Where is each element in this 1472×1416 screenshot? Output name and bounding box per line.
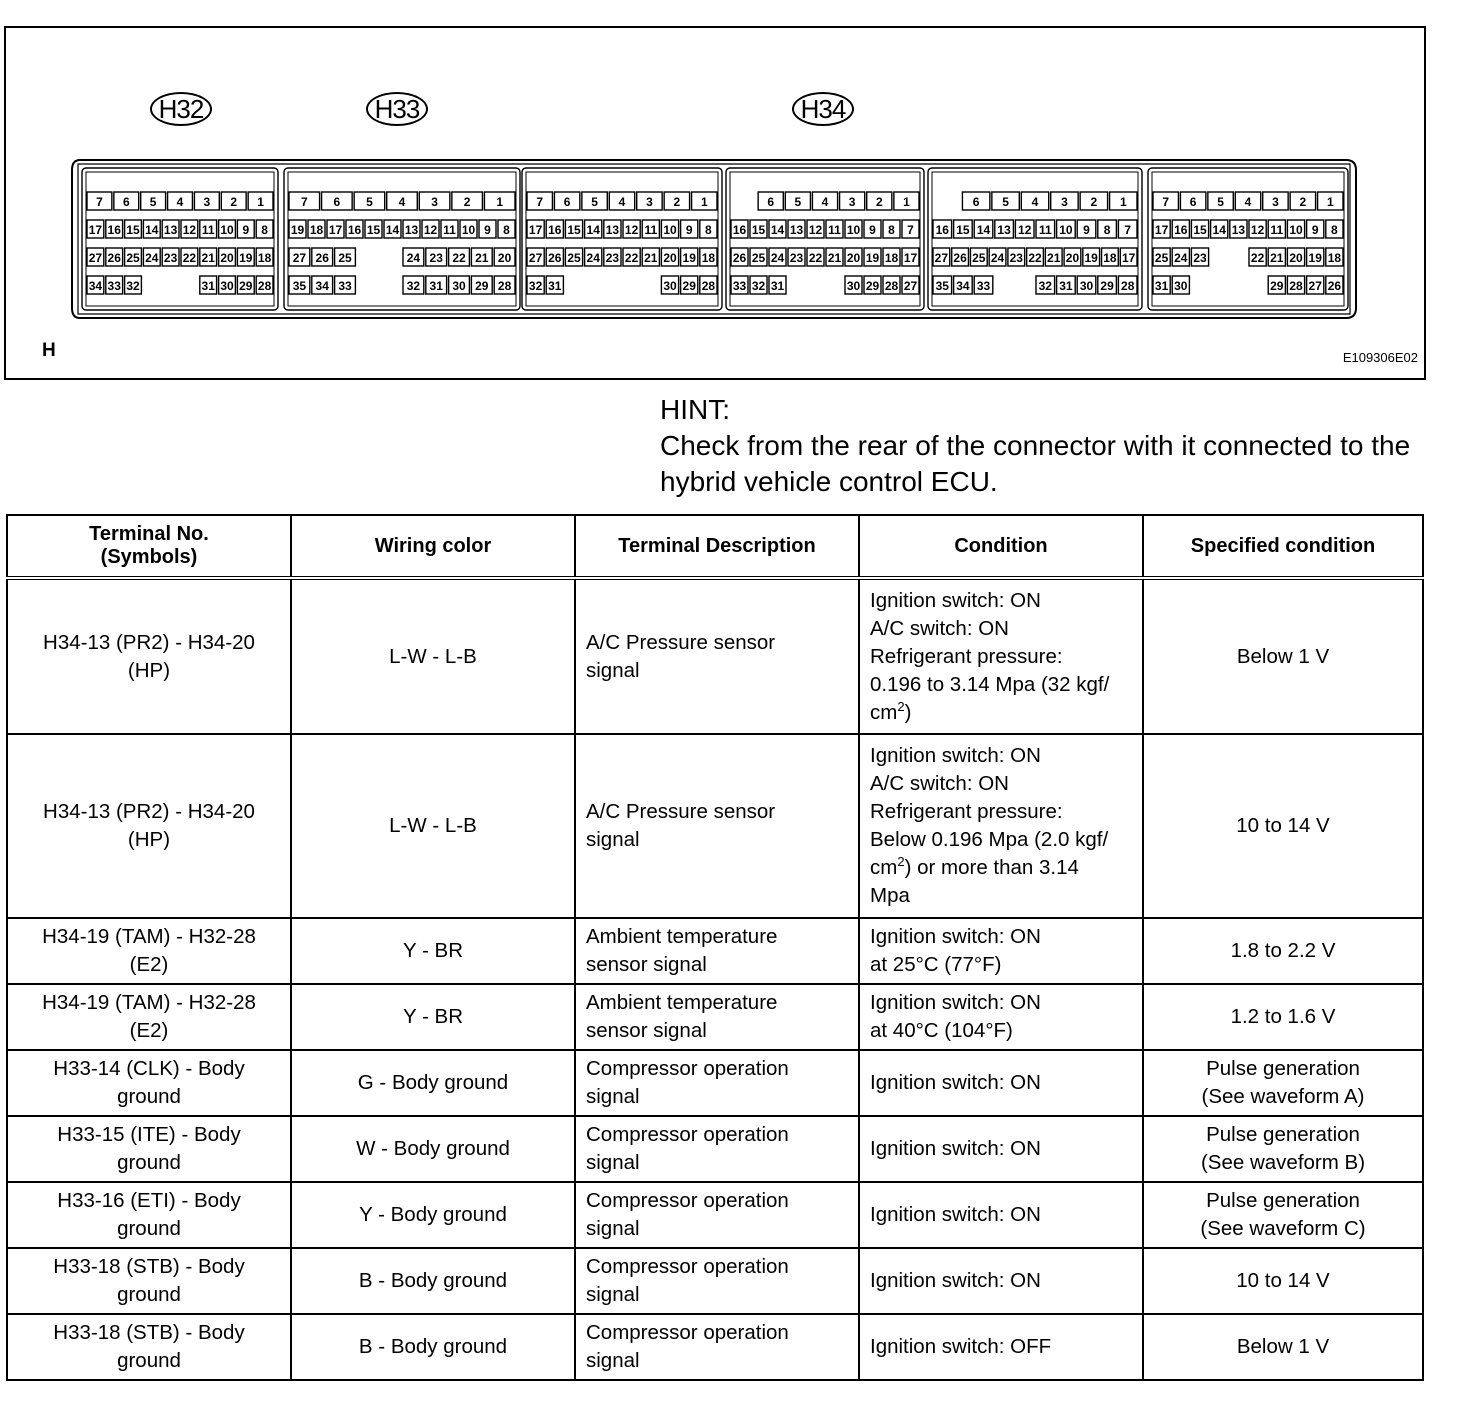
terminal-cell: H33-15 (ITE) - Body ground [7, 1116, 291, 1182]
terminal-number: 15 [366, 223, 381, 237]
description-cell: Compressor operation signal [575, 1248, 859, 1314]
terminal-cell: H33-18 (STB) - Body ground [7, 1314, 291, 1380]
terminal-number: 26 [732, 251, 747, 265]
terminal-number: 15 [751, 223, 766, 237]
terminal-number: 8 [1331, 223, 1338, 237]
terminal-number: 5 [1002, 195, 1009, 209]
terminal-number: 14 [586, 223, 600, 237]
terminal-number: 21 [644, 251, 658, 265]
condition-line: ) or more than 3.14 [904, 856, 1079, 879]
terminal-number: 15 [126, 223, 140, 237]
header-wiring: Wiring color [291, 515, 575, 578]
hint-text: Check from the rear of the connector with it connected to the hybrid vehicle control ECU. [660, 430, 1411, 497]
condition-cell: Ignition switch: ON [859, 1050, 1143, 1116]
wiring-cell: B - Body ground [291, 1314, 575, 1380]
wiring-cell: W - Body ground [291, 1116, 575, 1182]
terminal-number: 32 [751, 279, 766, 293]
terminal-number: 22 [1028, 251, 1042, 265]
specified-line: (See waveform C) [1200, 1217, 1366, 1240]
terminal-number: 2 [1299, 195, 1307, 209]
terminal-number: 31 [548, 279, 562, 293]
terminal-number: 17 [88, 223, 103, 237]
terminal-number: 18 [1327, 251, 1342, 265]
terminal-number: 18 [884, 251, 899, 265]
terminal-number: 10 [461, 223, 476, 237]
terminal-number: 21 [1270, 251, 1284, 265]
terminal-number: 3 [646, 195, 653, 209]
terminal-number: 24 [1174, 251, 1188, 265]
terminal-cell: H33-14 (CLK) - Body ground [7, 1050, 291, 1116]
terminal-number: 20 [1065, 251, 1080, 265]
terminal-number: 2 [875, 195, 883, 209]
condition-line: A/C switch: ON [870, 772, 1009, 795]
terminal-number: 24 [586, 251, 600, 265]
terminal-number: 14 [385, 223, 400, 237]
terminal-number: 2 [1090, 195, 1098, 209]
terminal-number: 20 [1289, 251, 1303, 265]
terminal-number: 30 [452, 279, 466, 293]
terminal-number: 5 [149, 195, 157, 209]
terminal-number: 16 [347, 223, 362, 237]
terminal-number: 28 [1289, 279, 1303, 293]
specified-line: (See waveform B) [1200, 1151, 1366, 1174]
condition-cell: Ignition switch: ON [859, 1116, 1143, 1182]
terminal-number: 16 [1174, 223, 1188, 237]
terminal-number: 8 [888, 223, 895, 237]
terminal-number: 13 [605, 223, 620, 237]
terminal-number: 30 [846, 279, 861, 293]
header-description: Terminal Description [575, 515, 859, 578]
terminal-number: 11 [1038, 223, 1052, 237]
terminal-number: 13 [789, 223, 804, 237]
terminal-number: 25 [126, 251, 140, 265]
terminal-number: 4 [398, 195, 406, 209]
terminal-number: 1 [1119, 195, 1127, 209]
condition-line: Ignition switch: ON [870, 925, 1041, 948]
terminal-number: 14 [976, 223, 991, 237]
specified-cell [1143, 1116, 1423, 1182]
description-cell: Compressor operation signal [575, 1116, 859, 1182]
terminal-number: 26 [1327, 279, 1342, 293]
terminal-number: 23 [429, 251, 443, 265]
terminal-number: 28 [701, 279, 716, 293]
terminal-number: 26 [953, 251, 967, 265]
terminal-number: 21 [827, 251, 842, 265]
terminal-number: 17 [903, 251, 918, 265]
terminal-number: 17 [528, 223, 543, 237]
header-terminal: Terminal No. (Symbols) [7, 515, 291, 578]
terminal-number: 32 [1038, 279, 1052, 293]
figure-code: E109306E02 [1342, 350, 1418, 365]
terminal-number: 30 [1079, 279, 1094, 293]
condition-line: Refrigerant pressure: [870, 644, 1063, 668]
terminal-number: 33 [338, 279, 352, 293]
terminal-number: 22 [182, 251, 197, 265]
table-row [7, 578, 1423, 734]
terminal-number: 7 [96, 195, 103, 209]
terminal-number: 20 [220, 251, 234, 265]
specified-cell: 1.8 to 2.2 V [1143, 918, 1423, 984]
terminal-number: 25 [751, 251, 766, 265]
terminal-cell: H33-16 (ETI) - Body ground [7, 1182, 291, 1248]
connector-label-h32: H32 [150, 92, 212, 126]
terminal-number: 4 [821, 195, 829, 209]
terminal-number: 1 [903, 195, 910, 209]
terminal-number: 34 [956, 279, 970, 293]
terminal-number: 11 [644, 223, 658, 237]
header-condition: Condition [859, 515, 1143, 578]
terminal-number: 12 [808, 223, 823, 237]
terminal-number: 7 [300, 195, 308, 209]
terminal-number: 23 [163, 251, 178, 265]
terminal-cell: H34-13 (PR2) - H34-20 (HP) [7, 734, 291, 918]
condition-line: at 40°C (104°F) [870, 1019, 1013, 1042]
terminal-number: 13 [997, 223, 1011, 237]
condition-line: Refrigerant pressure: [870, 800, 1063, 823]
terminal-number: 9 [484, 223, 491, 237]
terminal-number: 9 [242, 223, 250, 237]
connector-diagram [4, 26, 1426, 380]
connector-drawing [6, 28, 1424, 378]
terminal-number: 19 [1084, 251, 1098, 265]
terminal-number: 35 [292, 279, 307, 293]
terminal-number: 3 [431, 195, 438, 209]
terminal-number: 20 [663, 251, 677, 265]
wiring-cell: L-W - L-B [291, 578, 575, 734]
terminal-number: 1 [257, 195, 264, 209]
view-label: H [42, 340, 56, 361]
table-row [7, 734, 1423, 918]
terminal-number: 9 [1311, 223, 1319, 237]
terminal-number: 29 [865, 279, 880, 293]
terminal-number: 8 [705, 223, 712, 237]
terminal-number: 12 [1250, 223, 1265, 237]
terminal-number: 21 [1047, 251, 1061, 265]
terminal-number: 7 [1162, 195, 1170, 209]
terminal-number: 9 [1083, 223, 1090, 237]
terminal-number: 18 [257, 251, 272, 265]
terminal-number: 18 [701, 251, 716, 265]
terminal-number: 23 [1193, 251, 1207, 265]
terminal-cell: H34-19 (TAM) - H32-28 (E2) [7, 984, 291, 1050]
terminal-number: 33 [732, 279, 747, 293]
terminal-number: 6 [333, 195, 341, 209]
terminal-number: 16 [732, 223, 747, 237]
terminal-number: 21 [201, 251, 215, 265]
specified-line: Pulse generation [1206, 1123, 1360, 1146]
terminal-number: 17 [328, 223, 343, 237]
superscript: 2 [897, 698, 905, 714]
terminal-number: 20 [846, 251, 861, 265]
terminal-number: 25 [972, 251, 986, 265]
connector-label-h34: H34 [792, 92, 854, 126]
header-specified: Specified condition [1143, 515, 1423, 578]
terminal-number: 19 [1308, 251, 1322, 265]
terminal-number: 31 [770, 279, 785, 293]
specified-cell: Below 1 V [1143, 1314, 1423, 1380]
terminal-number: 27 [903, 279, 918, 293]
terminal-number: 27 [934, 251, 949, 265]
terminal-number: 6 [767, 195, 775, 209]
terminal-number: 3 [203, 195, 211, 209]
terminal-number: 20 [497, 251, 512, 265]
terminal-number: 2 [673, 195, 681, 209]
specified-cell [1143, 1182, 1423, 1248]
wiring-cell: Y - Body ground [291, 1182, 575, 1248]
terminal-number: 7 [536, 195, 544, 209]
terminal-number: 28 [257, 279, 272, 293]
terminal-number: 3 [1061, 195, 1068, 209]
terminal-cell: H33-18 (STB) - Body ground [7, 1248, 291, 1314]
terminal-number: 25 [338, 251, 352, 265]
terminal-number: 14 [1212, 223, 1226, 237]
terminal-number: 5 [591, 195, 598, 209]
terminal-number: 10 [663, 223, 677, 237]
terminal-number: 6 [563, 195, 571, 209]
terminal-number: 6 [122, 195, 130, 209]
terminal-number: 15 [1193, 223, 1207, 237]
description-cell: A/C Pressure sensor signal [575, 578, 859, 734]
terminal-number: 3 [848, 195, 856, 209]
terminal-number: 33 [976, 279, 991, 293]
condition-cell: Ignition switch: OFF [859, 1314, 1143, 1380]
terminal-number: 28 [1121, 279, 1135, 293]
terminal-number: 24 [145, 251, 159, 265]
description-cell: A/C Pressure sensor signal [575, 734, 859, 918]
terminal-number: 27 [528, 251, 543, 265]
terminal-number: 32 [528, 279, 543, 293]
hint-title: HINT: [660, 394, 730, 425]
condition-unit: cm [870, 856, 898, 879]
terminal-number: 22 [624, 251, 639, 265]
wiring-cell: Y - BR [291, 918, 575, 984]
terminal-number: 29 [475, 279, 489, 293]
table-row [7, 1116, 1423, 1182]
terminal-spec-table [6, 514, 1424, 1381]
terminal-number: 10 [1289, 223, 1303, 237]
terminal-cell: H34-13 (PR2) - H34-20 (HP) [7, 578, 291, 734]
terminal-number: 7 [1124, 223, 1132, 237]
condition-unit-end: ) [904, 700, 912, 724]
terminal-number: 31 [429, 279, 443, 293]
terminal-number: 28 [884, 279, 899, 293]
terminal-number: 27 [88, 251, 103, 265]
terminal-number: 17 [1121, 251, 1136, 265]
terminal-number: 3 [1272, 195, 1279, 209]
terminal-number: 12 [624, 223, 639, 237]
condition-cell [859, 984, 1143, 1050]
terminal-number: 10 [1059, 223, 1073, 237]
terminal-number: 26 [107, 251, 121, 265]
specified-line: Pulse generation [1206, 1057, 1360, 1080]
terminal-number: 24 [770, 251, 785, 265]
specified-cell: 1.2 to 1.6 V [1143, 984, 1423, 1050]
connector-label-h33: H33 [366, 92, 428, 126]
specified-line: Pulse generation [1206, 1189, 1360, 1212]
terminal-number: 26 [548, 251, 562, 265]
terminal-number: 2 [463, 195, 471, 209]
wiring-cell: Y - BR [291, 984, 575, 1050]
description-cell: Compressor operation signal [575, 1050, 859, 1116]
terminal-number: 28 [497, 279, 512, 293]
terminal-number: 8 [261, 223, 268, 237]
terminal-number: 22 [452, 251, 466, 265]
terminal-number: 32 [126, 279, 140, 293]
terminal-number: 34 [315, 279, 329, 293]
terminal-number: 30 [220, 279, 234, 293]
terminal-number: 16 [107, 223, 121, 237]
terminal-number: 13 [163, 223, 178, 237]
terminal-number: 11 [443, 223, 456, 237]
condition-cell: Ignition switch: ON [859, 1248, 1143, 1314]
terminal-number: 25 [567, 251, 581, 265]
specified-cell: 10 to 14 V [1143, 1248, 1423, 1314]
wiring-cell: B - Body ground [291, 1248, 575, 1314]
terminal-number: 14 [770, 223, 785, 237]
terminal-number: 6 [972, 195, 980, 209]
terminal-number: 19 [239, 251, 253, 265]
terminal-number: 1 [1326, 195, 1334, 209]
terminal-number: 19 [290, 223, 305, 237]
description-cell: Compressor operation signal [575, 1182, 859, 1248]
condition-line: Ignition switch: ON [870, 588, 1041, 612]
terminal-number: 10 [220, 223, 234, 237]
specified-cell [1143, 1050, 1423, 1116]
terminal-number: 33 [107, 279, 121, 293]
table-header-row [7, 515, 1423, 578]
terminal-number: 8 [503, 223, 510, 237]
terminal-number: 4 [1244, 195, 1252, 209]
terminal-number: 5 [366, 195, 373, 209]
terminal-number: 11 [1270, 223, 1284, 237]
terminal-number: 13 [404, 223, 419, 237]
terminal-number: 13 [1231, 223, 1246, 237]
terminal-number: 6 [1189, 195, 1197, 209]
terminal-number: 27 [1308, 279, 1322, 293]
terminal-number: 2 [230, 195, 238, 209]
table-row [7, 1182, 1423, 1248]
terminal-number: 15 [567, 223, 581, 237]
superscript: 2 [897, 854, 905, 870]
terminal-number: 1 [496, 195, 504, 209]
condition-line: at 25°C (77°F) [870, 953, 1002, 976]
terminal-number: 18 [1103, 251, 1117, 265]
terminal-number: 12 [423, 223, 438, 237]
terminal-number: 25 [1154, 251, 1169, 265]
terminal-number: 12 [1018, 223, 1032, 237]
specified-line: (See waveform A) [1201, 1085, 1365, 1108]
terminal-number: 31 [1059, 279, 1073, 293]
condition-unit: cm [870, 700, 898, 724]
terminal-number: 23 [789, 251, 804, 265]
terminal-number: 16 [548, 223, 562, 237]
terminal-number: 35 [935, 279, 949, 293]
condition-cell [859, 578, 1143, 734]
description-cell: Ambient temperature sensor signal [575, 918, 859, 984]
terminal-number: 29 [1100, 279, 1114, 293]
specified-cell: 10 to 14 V [1143, 734, 1423, 918]
terminal-number: 27 [292, 251, 307, 265]
terminal-number: 9 [869, 223, 876, 237]
terminal-number: 21 [475, 251, 489, 265]
condition-cell [859, 734, 1143, 918]
terminal-number: 14 [145, 223, 159, 237]
condition-cell [859, 918, 1143, 984]
terminal-number: 16 [935, 223, 949, 237]
terminal-number: 4 [618, 195, 626, 209]
terminal-number: 32 [406, 279, 421, 293]
terminal-number: 5 [1217, 195, 1224, 209]
terminal-number: 15 [956, 223, 970, 237]
terminal-number: 10 [846, 223, 861, 237]
terminal-number: 23 [605, 251, 620, 265]
terminal-number: 31 [201, 279, 215, 293]
table-row [7, 918, 1423, 984]
description-cell: Compressor operation signal [575, 1314, 859, 1380]
terminal-number: 29 [682, 279, 696, 293]
table-row [7, 1314, 1423, 1380]
terminal-number: 19 [865, 251, 880, 265]
terminal-number: 4 [176, 195, 184, 209]
terminal-number: 8 [1103, 223, 1111, 237]
condition-line: 0.196 to 3.14 Mpa (32 kgf/ [870, 672, 1110, 696]
condition-line: Ignition switch: ON [870, 744, 1041, 767]
terminal-number: 11 [201, 223, 215, 237]
terminal-number: 23 [1009, 251, 1023, 265]
terminal-number: 18 [309, 223, 324, 237]
terminal-number: 22 [808, 251, 823, 265]
wiring-cell: L-W - L-B [291, 734, 575, 918]
terminal-cell: H34-19 (TAM) - H32-28 (E2) [7, 918, 291, 984]
terminal-number: 17 [1154, 223, 1169, 237]
terminal-number: 24 [406, 251, 421, 265]
hint-block [660, 392, 1450, 500]
terminal-number: 24 [990, 251, 1005, 265]
condition-line: Ignition switch: ON [870, 991, 1041, 1014]
terminal-number: 19 [682, 251, 696, 265]
condition-line: A/C switch: ON [870, 616, 1009, 640]
terminal-number: 30 [663, 279, 677, 293]
terminal-number: 5 [794, 195, 802, 209]
table-row [7, 1050, 1423, 1116]
terminal-number: 26 [315, 251, 329, 265]
description-cell: Ambient temperature sensor signal [575, 984, 859, 1050]
terminal-number: 1 [700, 195, 708, 209]
specified-cell: Below 1 V [1143, 578, 1423, 734]
terminal-number: 7 [907, 223, 914, 237]
terminal-number: 30 [1174, 279, 1188, 293]
terminal-number: 12 [182, 223, 197, 237]
terminal-number: 22 [1250, 251, 1265, 265]
condition-line: Below 0.196 Mpa (2.0 kgf/ [870, 828, 1109, 851]
terminal-number: 31 [1154, 279, 1169, 293]
terminal-number: 29 [1270, 279, 1284, 293]
terminal-number: 29 [239, 279, 253, 293]
table-row [7, 1248, 1423, 1314]
terminal-number: 9 [685, 223, 693, 237]
condition-cell: Ignition switch: ON [859, 1182, 1143, 1248]
terminal-number: 34 [88, 279, 103, 293]
terminal-number: 11 [828, 223, 841, 237]
terminal-number: 4 [1031, 195, 1039, 209]
condition-line: Mpa [870, 884, 910, 907]
wiring-cell: G - Body ground [291, 1050, 575, 1116]
table-row [7, 984, 1423, 1050]
